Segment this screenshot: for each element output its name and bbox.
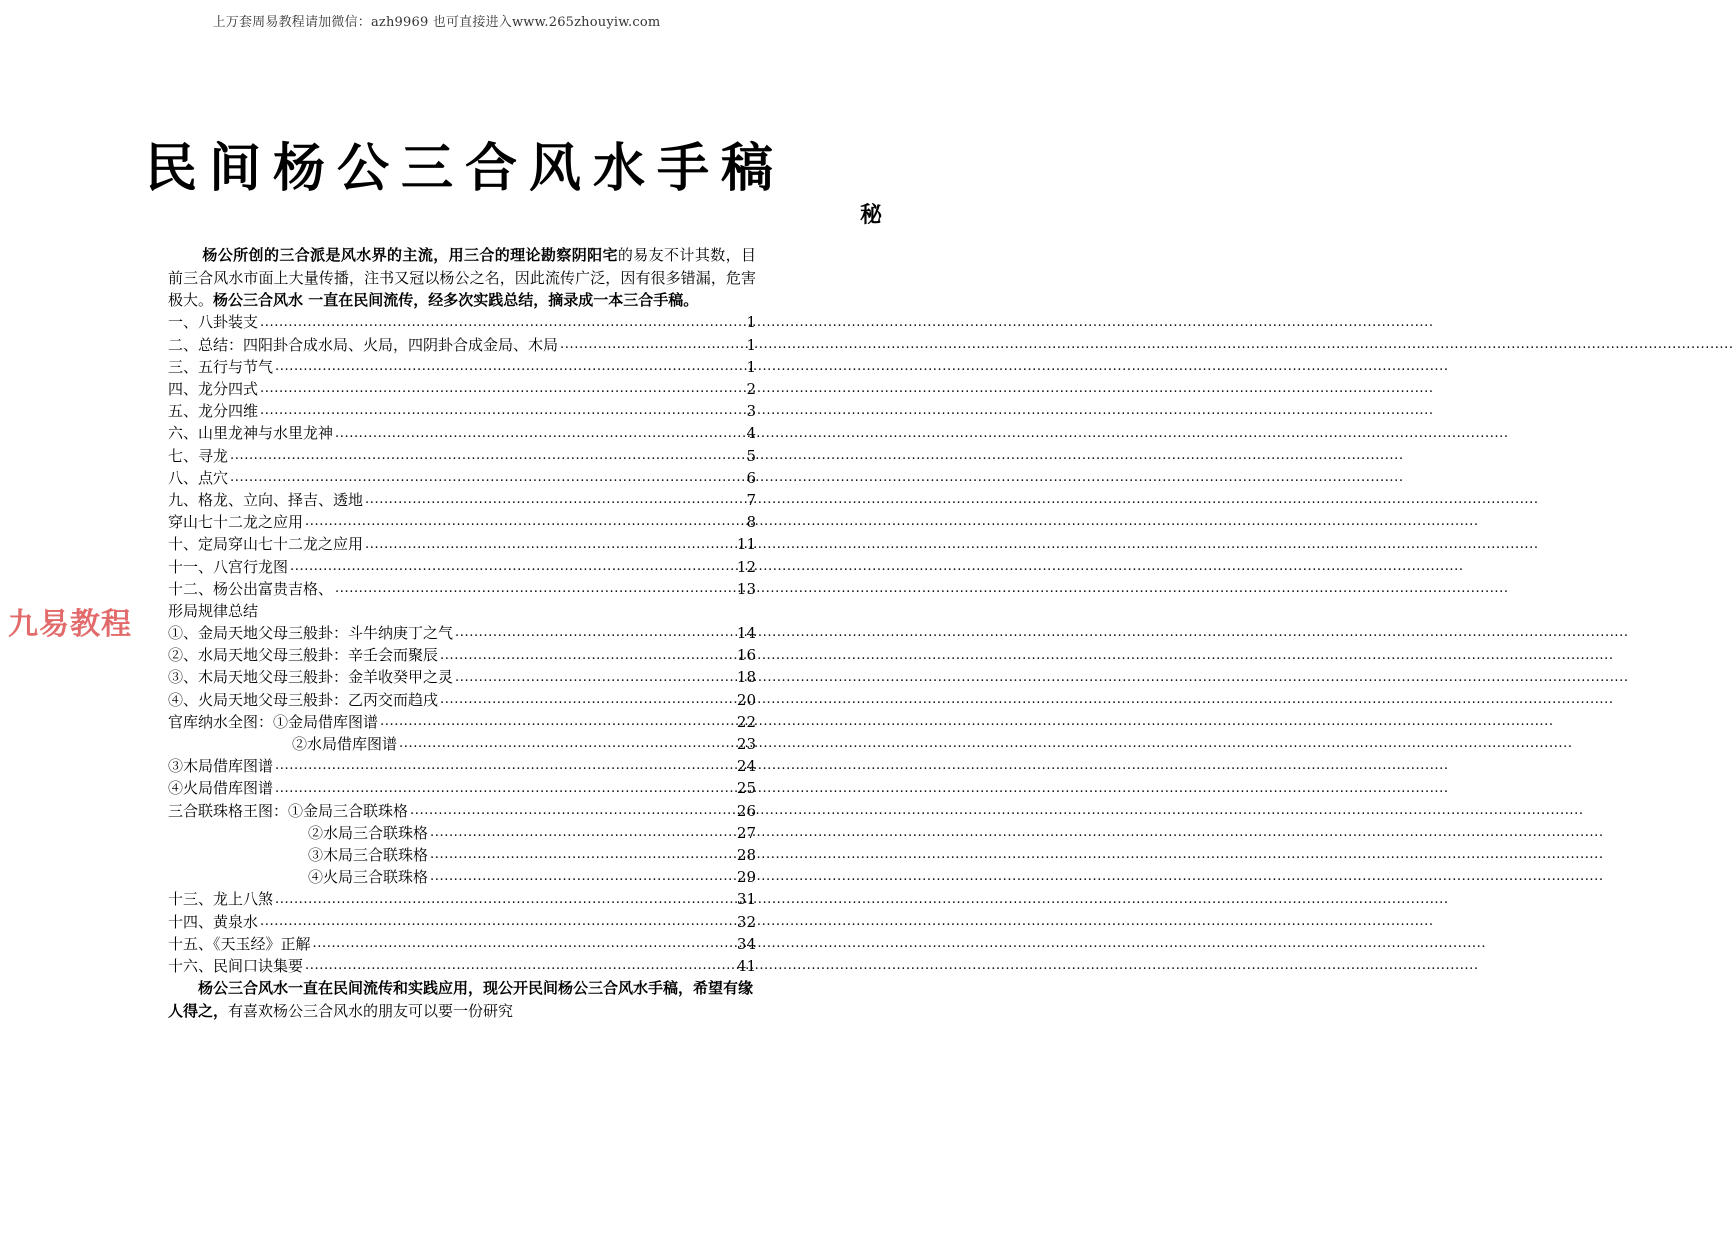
toc-leader-dots xyxy=(305,955,735,977)
toc-entry[interactable] xyxy=(168,888,756,910)
toc-entry[interactable] xyxy=(168,445,756,467)
toc-leader-dots xyxy=(313,933,735,955)
closing-bold-text: 杨公三合风水一直在民间流传和实践应用，现公开民间杨公三合风水手稿，希望有缘人得之， xyxy=(168,979,754,1020)
toc-entry[interactable] xyxy=(168,489,756,511)
toc-entry-label: 二、总结：四阳卦合成水局、火局，四阴卦合成金局、木局 xyxy=(168,335,559,354)
toc-entry-label: ③木局三合联珠格 xyxy=(308,845,429,864)
toc-entry-label: 十三、龙上八煞 xyxy=(168,890,274,909)
toc-entry[interactable] xyxy=(168,800,756,822)
toc-leader-dots xyxy=(365,489,744,511)
toc-entry[interactable] xyxy=(168,511,756,533)
toc-entry-page-number: 1 xyxy=(746,335,756,354)
toc-entry-page-number: 1 xyxy=(746,313,756,332)
toc-leader-dots xyxy=(290,556,735,578)
toc-leader-dots xyxy=(305,511,744,533)
toc-entry-page-number: 7 xyxy=(746,490,756,509)
toc-entry[interactable] xyxy=(168,777,756,799)
toc-leader-dots xyxy=(275,777,735,799)
table-of-contents xyxy=(168,312,756,978)
toc-leader-dots xyxy=(455,667,735,689)
toc-entry-label: 八、点穴 xyxy=(168,468,229,487)
toc-entry-label: 十、定局穿山七十二龙之应用 xyxy=(168,535,364,554)
toc-entry-page-number: 18 xyxy=(736,668,756,687)
toc-entry[interactable] xyxy=(168,689,756,711)
toc-entry-label: 五、龙分四维 xyxy=(168,402,259,421)
toc-entry-label: 十一、八宫行龙图 xyxy=(168,557,289,576)
toc-leader-dots xyxy=(365,533,735,555)
toc-entry-page-number: 2 xyxy=(746,380,756,399)
toc-leader-dots xyxy=(260,400,744,422)
toc-entry[interactable] xyxy=(168,400,756,422)
toc-entry[interactable] xyxy=(168,600,756,622)
toc-leader-dots xyxy=(230,445,744,467)
intro-bold-text: 杨公所创的三合派是风水界的主流，用三合的理论勘察阴阳宅 xyxy=(202,246,618,264)
toc-entry[interactable] xyxy=(168,533,756,555)
toc-leader-dots xyxy=(275,888,735,910)
toc-entry-page-number: 27 xyxy=(736,823,756,842)
toc-entry[interactable] xyxy=(168,733,756,755)
toc-leader-dots xyxy=(440,689,735,711)
toc-leader-dots xyxy=(335,422,744,444)
toc-entry[interactable] xyxy=(168,933,756,955)
toc-entry-page-number: 28 xyxy=(736,845,756,864)
toc-leader-dots xyxy=(410,800,735,822)
toc-entry[interactable] xyxy=(168,844,756,866)
toc-entry[interactable] xyxy=(168,622,756,644)
toc-entry-label: 九、格龙、立向、择吉、透地 xyxy=(168,490,364,509)
document-body xyxy=(168,244,756,1022)
toc-entry-label: 十二、杨公出富贵吉格、 xyxy=(168,579,334,598)
toc-leader-dots xyxy=(430,844,735,866)
toc-leader-dots xyxy=(275,356,744,378)
toc-entry[interactable] xyxy=(168,711,756,733)
toc-entry-page-number: 41 xyxy=(736,956,756,975)
toc-entry-label: ②水局三合联珠格 xyxy=(308,823,429,842)
toc-entry-page-number: 32 xyxy=(736,912,756,931)
page-header-ad: 上万套周易教程请加微信：azh9969 也可直接进入www.265zhouyiw.com xyxy=(212,15,661,30)
toc-entry-label: ④火局三合联珠格 xyxy=(308,868,429,887)
toc-entry-page-number: 20 xyxy=(736,690,756,709)
toc-leader-dots xyxy=(430,866,735,888)
toc-entry[interactable] xyxy=(168,467,756,489)
toc-entry-page-number: 31 xyxy=(736,890,756,909)
toc-leader-dots xyxy=(455,622,735,644)
toc-leader-dots xyxy=(440,644,735,666)
intro-paragraph xyxy=(168,244,756,312)
toc-entry-label: ④、火局天地父母三般卦：乙丙交而趋戌 xyxy=(168,690,439,709)
toc-entry-page-number: 29 xyxy=(736,868,756,887)
watermark-logo: 九易教程 xyxy=(8,607,132,642)
toc-entry-label: 穿山七十二龙之应用 xyxy=(168,513,304,532)
toc-entry-label: ③、木局天地父母三般卦：金羊收癸甲之灵 xyxy=(168,668,454,687)
toc-entry[interactable] xyxy=(168,667,756,689)
toc-entry-page-number: 26 xyxy=(736,801,756,820)
toc-entry[interactable] xyxy=(168,578,756,600)
toc-entry-label: ①、金局天地父母三般卦：斗牛纳庚丁之气 xyxy=(168,624,454,643)
toc-entry-label: 十五、《天玉经》正解 xyxy=(168,934,311,953)
toc-entry[interactable] xyxy=(168,866,756,888)
toc-entry[interactable] xyxy=(168,312,756,334)
toc-entry[interactable] xyxy=(168,334,756,356)
toc-entry-page-number: 11 xyxy=(736,535,756,554)
toc-entry-page-number: 3 xyxy=(746,402,756,421)
toc-leader-dots xyxy=(260,312,744,334)
toc-entry-label: 七、寻龙 xyxy=(168,446,229,465)
toc-entry-page-number: 22 xyxy=(736,712,756,731)
toc-entry[interactable] xyxy=(168,911,756,933)
toc-entry[interactable] xyxy=(168,422,756,444)
toc-leader-dots xyxy=(560,334,744,356)
toc-entry[interactable] xyxy=(168,556,756,578)
toc-entry-page-number: 5 xyxy=(746,446,756,465)
closing-paragraph xyxy=(168,977,756,1022)
toc-entry-page-number: 34 xyxy=(736,934,756,953)
toc-entry-page-number: 24 xyxy=(736,757,756,776)
toc-entry-label: ②、水局天地父母三般卦：辛壬会而聚辰 xyxy=(168,646,439,665)
toc-leader-dots xyxy=(380,711,735,733)
toc-entry-label: 六、山里龙神与水里龙神 xyxy=(168,424,334,443)
toc-entry-label: ③木局借库图谱 xyxy=(168,757,274,776)
toc-entry[interactable] xyxy=(168,644,756,666)
toc-entry-label: 三合联珠格王图：①金局三合联珠格 xyxy=(168,801,409,820)
toc-leader-dots xyxy=(230,467,744,489)
toc-leader-dots xyxy=(335,578,735,600)
toc-entry-page-number: 1 xyxy=(746,357,756,376)
toc-entry-label: 三、五行与节气 xyxy=(168,357,274,376)
toc-entry-page-number: 14 xyxy=(736,624,756,643)
toc-entry-page-number: 25 xyxy=(736,779,756,798)
toc-entry-page-number: 23 xyxy=(736,735,756,754)
toc-entry-label: 十六、民间口诀集要 xyxy=(168,956,304,975)
toc-leader-dots xyxy=(275,755,735,777)
closing-text: 有喜欢杨公三合风水的朋友可以要一份研究 xyxy=(228,1001,514,1020)
toc-entry-page-number: 16 xyxy=(736,646,756,665)
toc-leader-dots xyxy=(260,378,744,400)
toc-entry-page-number: 8 xyxy=(746,513,756,532)
toc-entry[interactable] xyxy=(168,378,756,400)
toc-entry-label: 形局规律总结 xyxy=(168,601,259,620)
toc-leader-dots xyxy=(430,822,735,844)
toc-entry-label: 一、八卦装支 xyxy=(168,313,259,332)
cropped-edge-character: 秘 xyxy=(860,202,883,228)
toc-entry[interactable] xyxy=(168,356,756,378)
toc-entry[interactable] xyxy=(168,955,756,977)
toc-entry-page-number: 12 xyxy=(736,557,756,576)
intro-bold-summary: 杨公三合风水 一直在民间流传，经多次实践总结，摘录成一本三合手稿。 xyxy=(213,291,699,309)
toc-entry[interactable] xyxy=(168,822,756,844)
toc-entry-page-number: 13 xyxy=(736,579,756,598)
toc-entry-page-number: 6 xyxy=(746,468,756,487)
toc-entry-label: 十四、黄泉水 xyxy=(168,912,259,931)
toc-entry-label: ②水局借库图谱 xyxy=(292,735,398,754)
toc-entry-label: 官库纳水全图：①金局借库图谱 xyxy=(168,712,379,731)
toc-entry-label: ④火局借库图谱 xyxy=(168,779,274,798)
toc-leader-dots xyxy=(399,733,735,755)
toc-entry-label: 四、龙分四式 xyxy=(168,380,259,399)
toc-entry-page-number: 4 xyxy=(746,424,756,443)
document-title: 民间杨公三合风水手稿 xyxy=(144,138,785,199)
toc-entry[interactable] xyxy=(168,755,756,777)
intro-text: 的易友不计其数，目前三合风水市面上大量传播，注书又冠以杨公之名，因此流传广泛，因有很多错漏，危害极大。 xyxy=(168,246,756,309)
toc-leader-dots xyxy=(260,911,735,933)
